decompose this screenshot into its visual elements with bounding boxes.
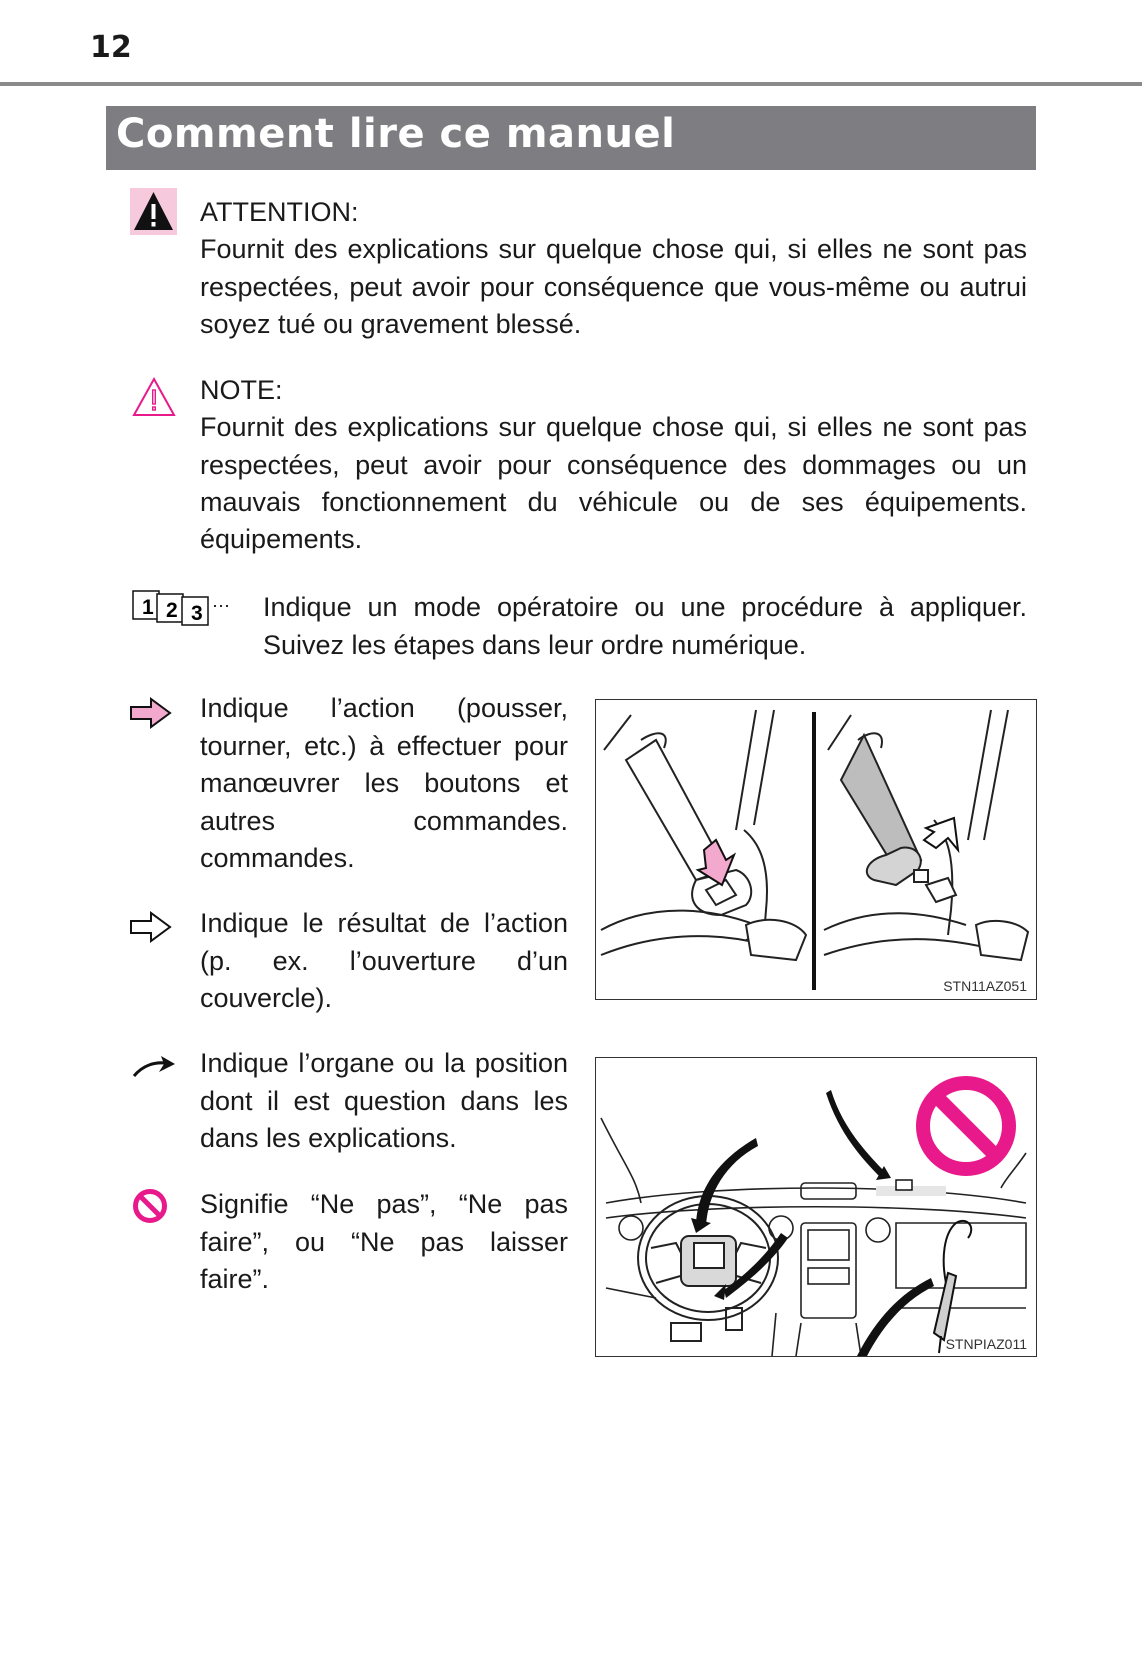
- dashboard-illustration: [596, 1058, 1036, 1356]
- page-number: 12: [90, 30, 132, 65]
- step-badge-1: 1: [142, 596, 154, 619]
- action-text-lines: Indique l’action (pousser, tourner, etc.) à effectuer pour manœuvrer les boutons et autres commandes.: [200, 693, 568, 836]
- pointer-text-tail: dans les explications.: [200, 1120, 568, 1160]
- header-divider: [0, 82, 1142, 86]
- seatbelt-illustration: [596, 700, 1036, 999]
- prohibited-text-lines: Signifie “Ne pas”, “Ne pas faire”, ou “Ne pas laisser: [200, 1189, 568, 1257]
- pointer-text-lines: Indique l’organe ou la position dont il est question dans les: [200, 1048, 568, 1116]
- seatbelt-figure-code: STN11AZ051: [943, 978, 1027, 994]
- caution-triangle-outline-icon: [131, 376, 177, 418]
- step-badge-2: 2: [166, 599, 178, 622]
- section-title-bar: [106, 106, 1036, 170]
- action-text-tail: commandes.: [200, 840, 568, 880]
- prohibited-text-tail: faire”.: [200, 1261, 568, 1301]
- steps-text: Indique un mode opératoire ou une procédure à appliquer. Suivez les étapes dans leur ordre numérique.: [263, 592, 1027, 660]
- note-text-tail: équipements.: [200, 521, 1027, 561]
- note-text-lines: Fournit des explications sur quelque chose qui, si elles ne sont pas respectées, peut avoir pour conséquence des dommages ou un mauvais fonctionnement du véhicule ou de ses équipements.: [200, 412, 1027, 517]
- prohibition-icon: [132, 1188, 168, 1224]
- outline-arrow-icon: [129, 910, 173, 944]
- attention-label: ATTENTION:: [200, 197, 359, 227]
- note-label: NOTE:: [200, 375, 283, 405]
- section-title: Comment lire ce manuel: [116, 111, 676, 157]
- step-dots: ···: [212, 595, 230, 615]
- step-badges: [131, 587, 241, 627]
- dashboard-figure-code: STNPIAZ011: [945, 1336, 1027, 1352]
- dashboard-figure: [595, 1057, 1037, 1357]
- result-text-tail: couvercle).: [200, 980, 568, 1020]
- seatbelt-figure: [595, 699, 1037, 1000]
- result-text-lines: Indique le résultat de l’action (p. ex. l’ouverture d’un: [200, 908, 568, 976]
- pink-arrow-icon: [129, 696, 173, 730]
- pointer-arrow-icon: [131, 1052, 177, 1082]
- attention-text: Fournit des explications sur quelque chose qui, si elles ne sont pas respectées, peut avoir pour conséquence que vous-même ou autrui soyez tué ou gravement blessé.: [200, 234, 1027, 339]
- warning-triangle-filled-icon: [130, 188, 177, 235]
- step-badge-3: 3: [191, 602, 203, 625]
